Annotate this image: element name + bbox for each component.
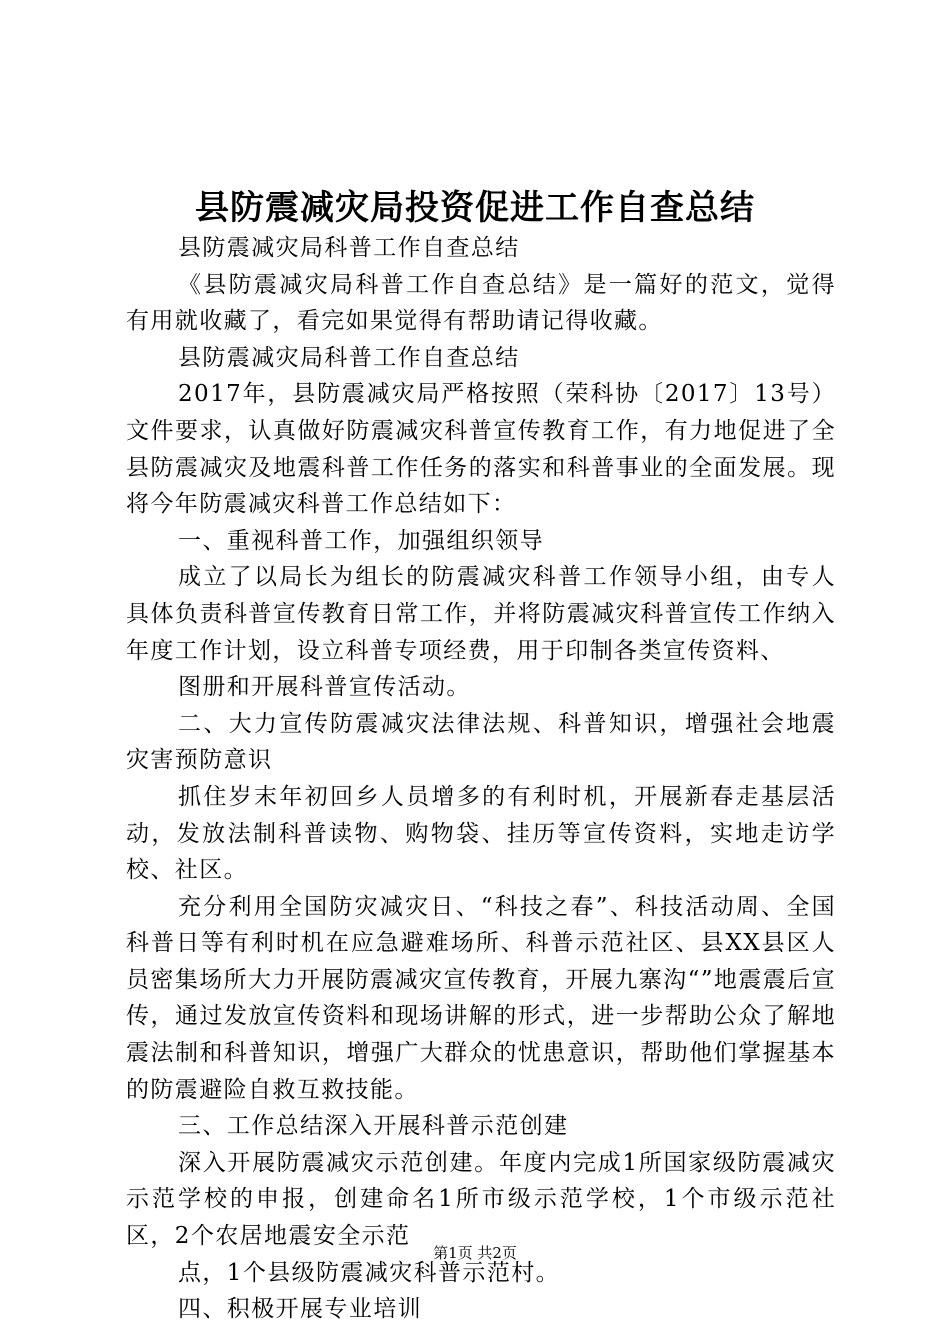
paragraph: 图册和开展科普宣传活动。 [178, 674, 471, 701]
section-heading: 二、大力宣传防震减灾法律法规、科普知识，增强社会地震灾害预防意识 [126, 710, 836, 774]
document-title: 县防震减灾局投资促进工作自查总结 [195, 188, 755, 228]
section-heading: 一、重视科普工作，加强组织领导 [178, 527, 544, 554]
paragraph: 县防震减灾局科普工作自查总结 [178, 344, 520, 371]
paragraph: 深入开展防震减灾示范创建。年度内完成1所国家级防震减灾示范学校的申报，创建命名1所市级示范学校，1个市级示范社区，2个农居地震安全示范 [126, 1149, 836, 1250]
paragraph: 《县防震减灾局科普工作自查总结》是一篇好的范文，觉得有用就收藏了，看完如果觉得有帮助请记得收藏。 [126, 271, 836, 335]
page-number-footer: 第1页 共2页 [433, 1244, 517, 1262]
paragraph: 充分利用全国防灾减灾日、“科技之春”、科技活动周、全国科普日等有利时机在应急避难场所、科普示范社区、县XX县区人员密集场所大力开展防震减灾宣传教育，开展九寨沟“”地震震后宣传，通过发放宣传资料和现场讲解的形式，进一步帮助公众了解地震法制和科普知识，增强广大群众的忧患意识，帮助他们掌握基本的防震避险自救互救技能。 [126, 893, 836, 1103]
paragraph: 县防震减灾局科普工作自查总结 [178, 235, 520, 261]
paragraph: 点，1个县级防震减灾科普示范村。 [178, 1259, 561, 1286]
paragraph: 2017年，县防震减灾局严格按照（荣科协〔2017〕13号）文件要求，认真做好防震减灾科普宣传教育工作，有力地促进了全县防震减灾及地震科普工作任务的落实和科普事业的全面发展。现将今年防震减灾科普工作总结如下： [126, 381, 836, 518]
document-body [126, 230, 836, 1328]
paragraph: 成立了以局长为组长的防震减灾科普工作领导小组，由专人具体负责科普宣传教育日常工作，并将防震减灾科普宣传工作纳入年度工作计划，设立科普专项经费，用于印制各类宣传资料、 [126, 564, 836, 664]
section-heading: 四、积极开展专业培训 [178, 1296, 422, 1323]
section-heading: 三、工作总结深入开展科普示范创建 [178, 1113, 569, 1140]
paragraph: 抓住岁末年初回乡人员增多的有利时机，开展新春走基层活动，发放法制科普读物、购物袋、挂历等宣传资料，实地走访学校、社区。 [126, 783, 836, 884]
